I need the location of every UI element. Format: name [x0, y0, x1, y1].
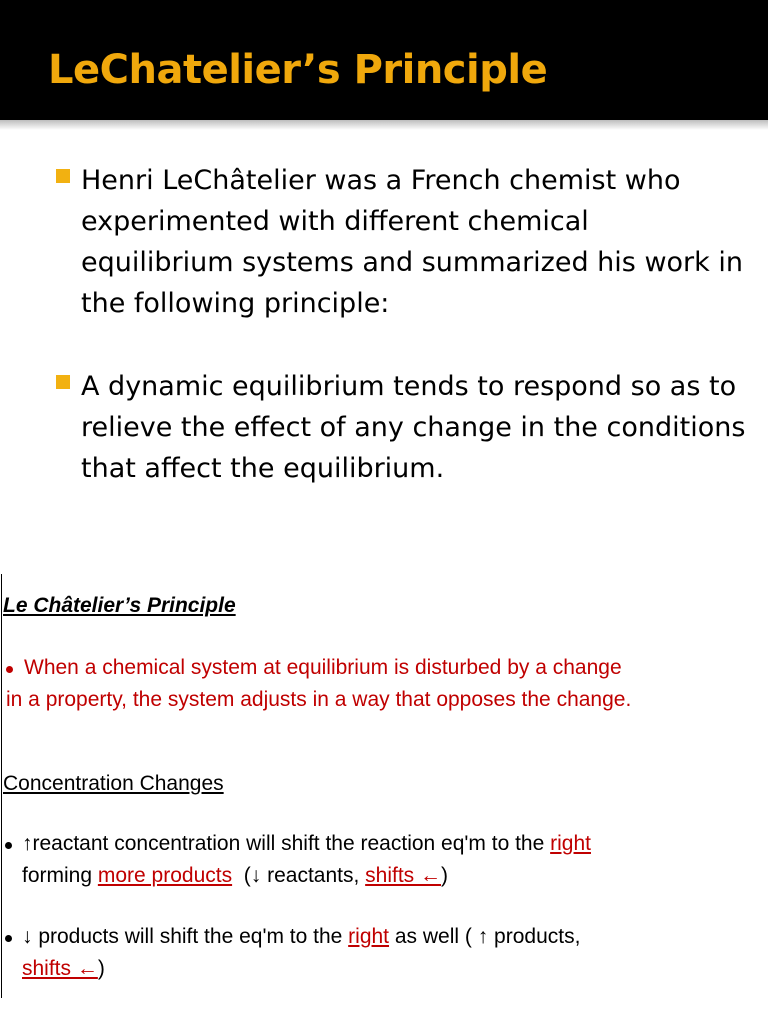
shifts-link: shifts ← [22, 957, 98, 980]
item-text: forming [22, 864, 98, 887]
right-link: right [348, 925, 390, 948]
item-line-2 [3, 860, 763, 892]
item-line-1 [3, 828, 763, 860]
bullet-list [56, 160, 746, 531]
red-bullet-icon [6, 666, 13, 673]
bullet-item [56, 366, 746, 489]
down-arrow-icon: ↓ [22, 925, 33, 948]
up-arrow-icon: ↑ [477, 925, 489, 948]
principle-definition [6, 652, 766, 716]
item-text: reactant concentration will shift the reaction eq'm to the [32, 832, 551, 855]
item-line-1 [3, 921, 763, 953]
embedded-notes-image [0, 574, 768, 1000]
item-text: ) [441, 864, 448, 887]
left-border-line [1, 574, 2, 998]
definition-line-2: in a property, the system adjusts in a way that opposes the change. [6, 688, 632, 711]
right-link: right [550, 832, 591, 855]
definition-line-1: When a chemical system at equilibrium is disturbed by a change [24, 656, 622, 679]
more-products-link: more products [97, 864, 233, 887]
item-text: as well ( [389, 925, 478, 948]
square-bullet-icon [56, 375, 70, 389]
section-heading: Concentration Changes [3, 772, 224, 795]
bullet-dot-icon [5, 935, 12, 942]
bullet-dot-icon [5, 842, 12, 849]
up-arrow-icon: ↑ [22, 832, 33, 855]
title-bar [0, 0, 768, 120]
list-item [3, 828, 763, 892]
list-item [3, 921, 763, 985]
bullet-item [56, 160, 746, 324]
bullet-text: A dynamic equilibrium tends to respond so as to relieve the effect of any change in the conditions that affect the equilibrium. [81, 371, 746, 484]
shifts-link: shifts ← [365, 864, 441, 887]
title-divider [0, 120, 768, 130]
slide-title: LeChatelier’s Principle [48, 47, 548, 93]
item-text: products will shift the eq'm to the [32, 925, 349, 948]
item-text: products, [488, 925, 581, 948]
bullet-text: Henri LeChâtelier was a French chemist who experimented with different chemical equilibrium systems and summarized his work in the following principle: [81, 165, 743, 319]
item-text: ) [97, 957, 105, 980]
item-line-2 [3, 953, 763, 985]
embedded-title: Le Châtelier’s Principle [3, 594, 236, 617]
square-bullet-icon [56, 169, 70, 183]
item-text: (↓ reactants, [232, 864, 366, 887]
